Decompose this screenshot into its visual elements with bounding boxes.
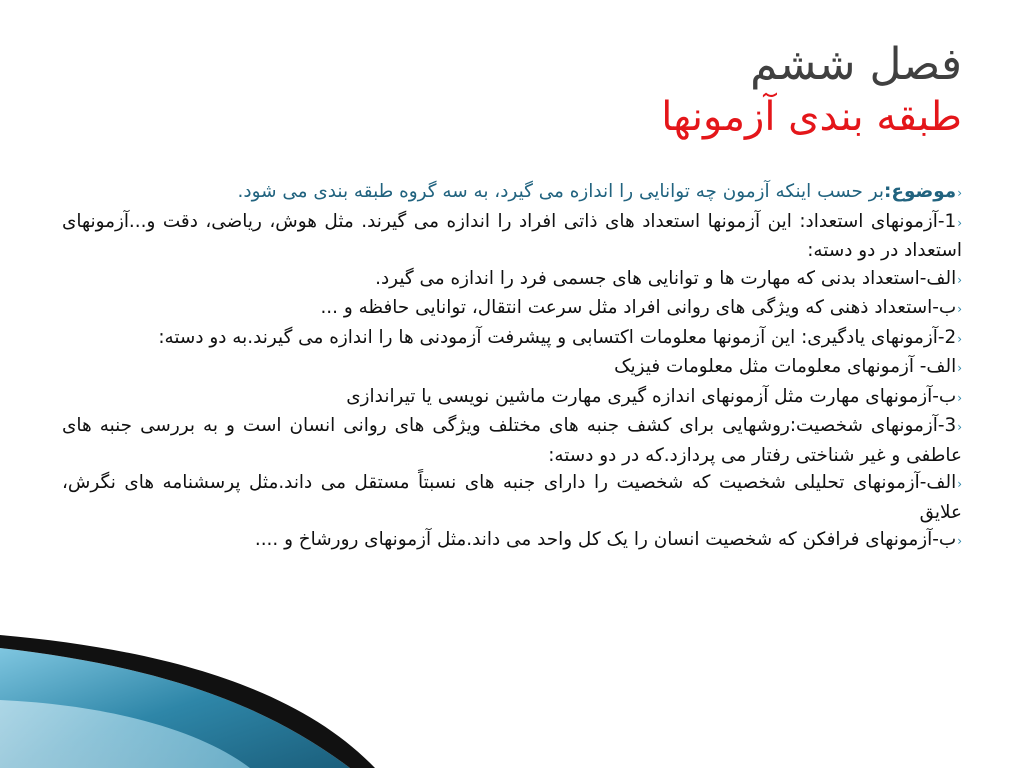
bullet-icon: ‹ bbox=[957, 390, 962, 405]
slide-title: فصل ششم bbox=[750, 39, 962, 90]
paragraph-text: الف-آزمونهای تحلیلی شخصیت که شخصیت را دارای جنبه های نسبتاً مستقل می داند.مثل پرسشنامه های نگرش، علایق bbox=[62, 472, 962, 523]
slide-subtitle: طبقه بندی آزمونها bbox=[661, 94, 962, 140]
paragraph-text: 1-آزمونهای استعداد: این آزمونها استعداد های ذاتی افراد را اندازه می گیرند. مثل هوش، ریاضی، دقت و...آزمونهای استعداد در دو دسته: bbox=[62, 210, 962, 261]
topic-paragraph bbox=[62, 178, 962, 208]
title-block bbox=[62, 38, 962, 142]
paragraph-7 bbox=[62, 412, 962, 469]
bullet-icon: ‹ bbox=[957, 331, 962, 346]
paragraph-1 bbox=[62, 208, 962, 265]
paragraph-text: ب-آزمونهای فرافکن که شخصیت انسان را یک کل واحد می داند.مثل آزمونهای رورشاخ و .... bbox=[254, 529, 957, 550]
paragraph-text: 2-آزمونهای یادگیری: این آزمونها معلومات اکتسابی و پیشرفت آزمودنی ها را اندازه می گیرند.به دو دسته: bbox=[158, 326, 957, 348]
bullet-icon: ‹ bbox=[957, 215, 962, 230]
topic-text: بر حسب اینکه آزمون چه توانایی را اندازه می گیرد، به سه گروه طبقه بندی می شود. bbox=[237, 181, 885, 202]
paragraph-6 bbox=[62, 383, 962, 413]
content-body bbox=[62, 178, 962, 556]
paragraph-2 bbox=[62, 265, 962, 295]
bullet-icon: ‹ bbox=[957, 186, 962, 200]
paragraph-text: ب-استعداد ذهنی که ویژگی های روانی افراد مثل سرعت انتقال، توانایی حافظه و ... bbox=[320, 297, 957, 318]
paragraph-text: الف-استعداد بدنی که مهارت ها و توانایی های جسمی فرد را اندازه می گیرد. bbox=[375, 267, 957, 289]
bullet-icon: ‹ bbox=[957, 361, 962, 375]
paragraph-8 bbox=[62, 469, 962, 526]
paragraph-text: 3-آزمونهای شخصیت:روشهایی برای کشف جنبه های مختلف ویژگی های روانی انسان است و به بررسی جنبه های عاطفی و غیر شناختی رفتار می پردازد.که در دو دسته: bbox=[62, 415, 962, 466]
bullet-icon: ‹ bbox=[957, 302, 962, 316]
paragraph-9 bbox=[62, 526, 962, 556]
bullet-icon: ‹ bbox=[957, 477, 962, 491]
bullet-icon: ‹ bbox=[957, 420, 962, 434]
paragraph-4 bbox=[62, 324, 962, 354]
paragraph-text: الف- آزمونهای معلومات مثل معلومات فیزیک bbox=[614, 356, 957, 377]
paragraph-text: ب-آزمونهای مهارت مثل آزمونهای اندازه گیری مهارت ماشین نویسی یا تیراندازی bbox=[346, 385, 957, 407]
bullet-icon: ‹ bbox=[957, 534, 962, 548]
bullet-icon: ‹ bbox=[957, 272, 962, 287]
paragraph-5 bbox=[62, 353, 962, 383]
topic-label: موضوع: bbox=[884, 181, 957, 202]
paragraph-3 bbox=[62, 294, 962, 324]
